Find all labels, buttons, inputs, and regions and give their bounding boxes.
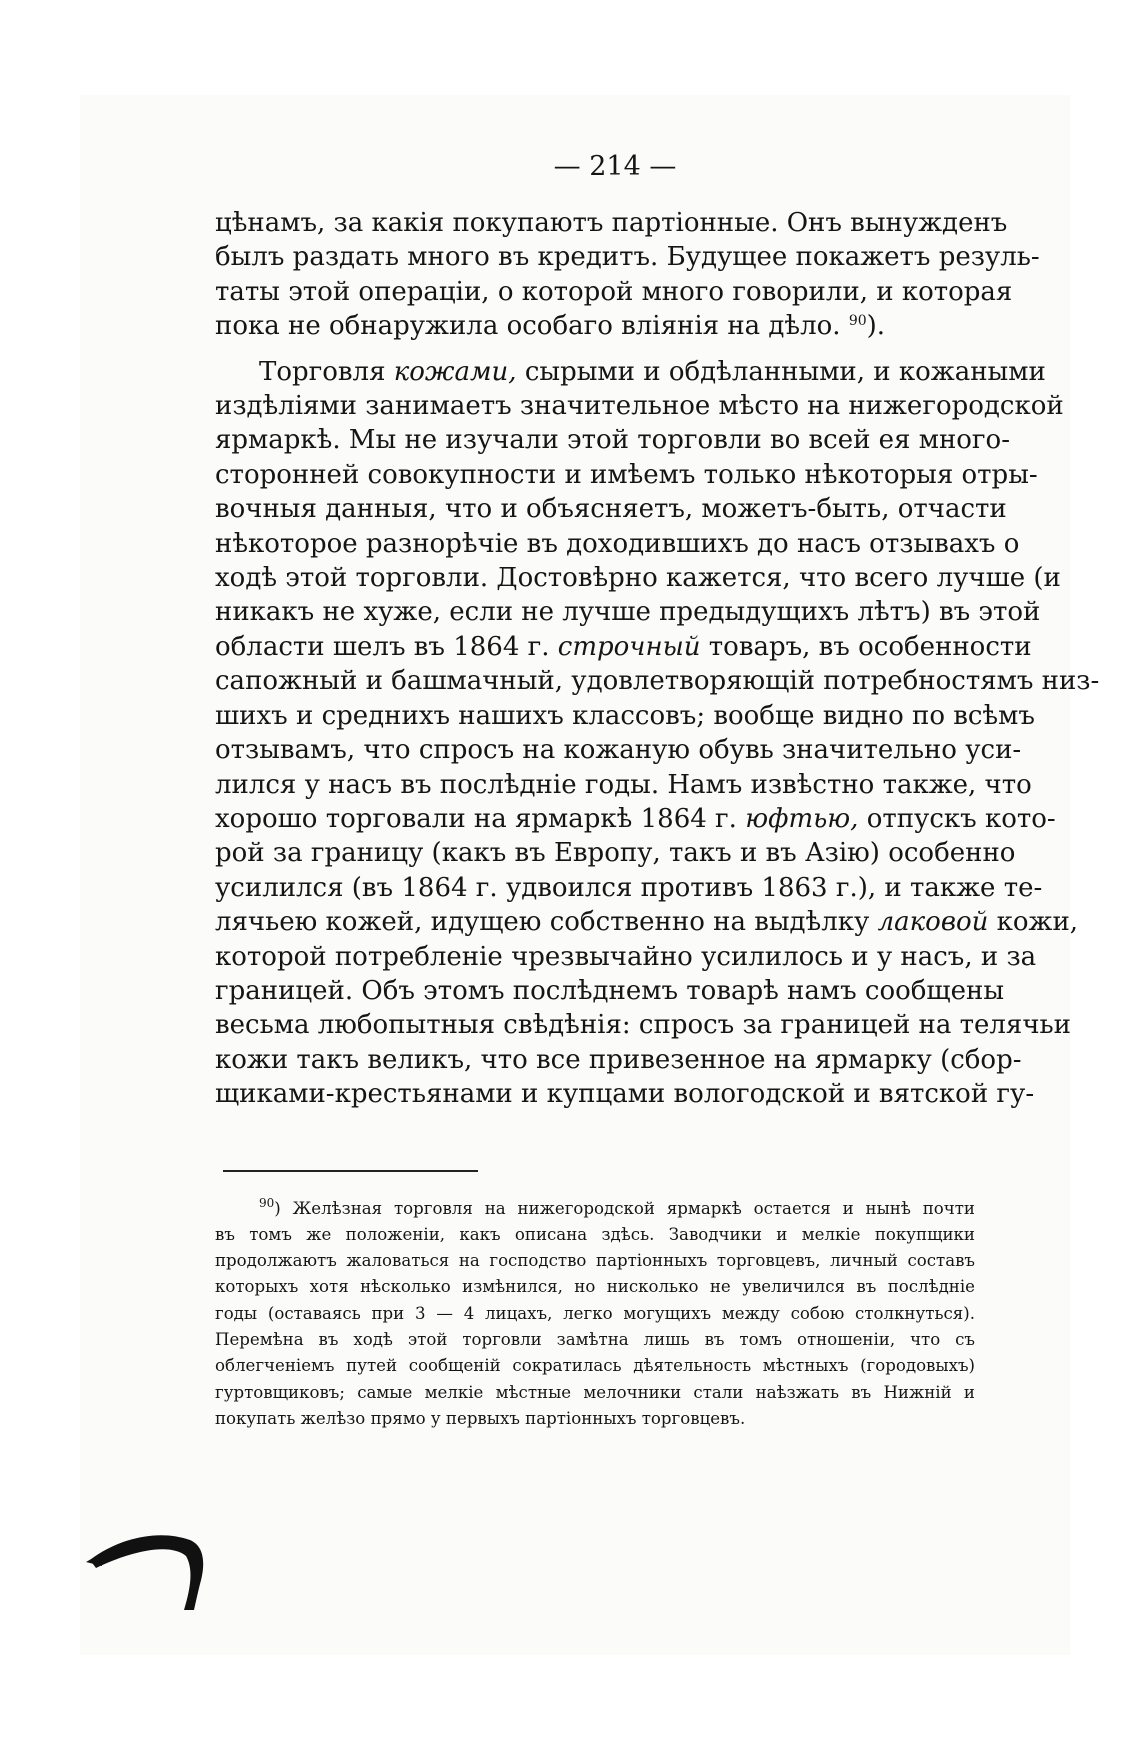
text-line: границей. Объ этомъ послѣднемъ товарѣ намъ сообщены [215,975,1005,1006]
text-run: Торговля [259,356,386,387]
text-run: области шелъ въ 1864 г. [215,631,550,662]
page-number: — 214 — [553,151,677,182]
text-line: рой за границу (какъ въ Европу, такъ и въ Азію) особенно [215,838,1016,869]
text-line: облегченіемъ путей сообщеній сократилась дѣятельность мѣстныхъ (городовыхъ) [215,1356,975,1376]
text-line: которыхъ хотя нѣсколько измѣнился, но нисколько не увеличился въ послѣдніе [215,1277,975,1297]
italic-term: строчный [557,631,701,662]
text-line: покупать желѣзо прямо у первыхъ партіонныхъ торговцевъ. [215,1408,746,1428]
footnote-number: 90 [259,1195,275,1210]
page-content [215,150,1100,1432]
text-line: издѣліями занимаетъ значительное мѣсто на нижегородской [215,391,1064,422]
text-line: шихъ и среднихъ нашихъ классовъ; вообще видно по всѣмъ [215,700,1035,731]
text-line [215,1196,975,1222]
text-line [215,309,975,343]
text-line [215,630,1032,664]
text-line: въ томъ же положеніи, какъ описана здѣсь. Заводчики и мелкіе покупщики [215,1224,975,1244]
text-line: продолжаютъ жаловаться на господство партіонныхъ торговцевъ, личный составъ [215,1251,975,1271]
text-line-content: пока не обнаружила особаго вліянія на дѣло. [215,311,841,342]
text-line: кожи такъ великъ, что все привезенное на ярмарку (сбор- [215,1044,1022,1075]
text-line [215,355,1046,389]
text-line: усилился (въ 1864 г. удвоился противъ 1863 г.), и также те- [215,872,1043,903]
text-run: товаръ, въ особенности [708,631,1032,662]
text-line: ходѣ этой торговли. Достовѣрно кажется, что всего лучше (и [215,563,1061,594]
text-run: отпускъ кото- [866,803,1056,834]
text-line [215,905,1079,939]
text-line [215,802,1056,836]
text-line: годы (оставаясь при 3 — 4 лицахъ, легко могущихъ между собою столкнуться). [215,1303,975,1323]
text-line: которой потребленіе чрезвычайно усилилось и у насъ, и за [215,941,1037,972]
footnote-reference-close: ). [866,311,886,342]
ink-scribble [86,1518,211,1613]
text-line: вочныя данныя, что и объясняетъ, можетъ-быть, отчасти [215,494,1007,525]
text-run: кожи, [996,907,1079,938]
text-line: отзывамъ, что спросъ на кожаную обувь значительно уси- [215,735,1022,766]
footnote-reference: 90 [848,313,867,330]
text-line: сторонней совокупности и имѣемъ только нѣкоторыя отры- [215,459,1038,490]
italic-term: юфтью, [745,803,859,834]
text-line: лился у насъ въ послѣдніе годы. Намъ извѣстно также, что [215,769,1032,800]
text-line: щиками-крестьянами и купцами вологодской и вятской гу- [215,1079,1035,1110]
text-run: хорошо торговали на ярмаркѣ 1864 г. [215,803,737,834]
text-run: ) Желѣзная торговля на нижегородской ярмаркѣ остается и нынѣ почти [274,1198,975,1218]
text-line: цѣнамъ, за какія покупаютъ партіонные. Онъ вынужденъ [215,208,1008,238]
footnote-separator [223,1170,478,1172]
text-run: лячьею кожей, идущею собственно на выдѣлку [215,907,870,938]
text-line: сапожный и башмачный, удовлетворяющій потребностямъ низ- [215,666,1100,697]
footnote-90 [215,1196,975,1433]
text-line: Перемѣна въ ходѣ этой торговли замѣтна лишь въ томъ отношеніи, что съ [215,1330,975,1350]
text-line: гуртовщиковъ; самые мелкіе мѣстные мелочники стали наѣзжать въ Нижній и [215,1382,975,1402]
italic-term: лаковой [877,907,989,938]
italic-term: кожами, [393,356,517,387]
text-run: сырыми и обдѣланными, и кожаными [524,356,1046,387]
text-line: нѣкоторое разнорѣчіе въ доходившихъ до насъ отзывахъ о [215,528,1020,559]
text-line: весьма любопытныя свѣдѣнія: спросъ за границей на телячьи [215,1010,1072,1041]
text-line: ярмаркѣ. Мы не изучали этой торговли во всей ея много- [215,425,1010,456]
text-line: таты этой операціи, о которой много говорили, и которая [215,276,1013,307]
paragraph-1 [215,206,1040,344]
paragraph-2 [215,355,1100,1112]
text-line: никакъ не хуже, если не лучше предыдущихъ лѣтъ) въ этой [215,597,1041,628]
text-line: былъ раздать много въ кредитъ. Будущее покажетъ резуль- [215,242,1040,273]
